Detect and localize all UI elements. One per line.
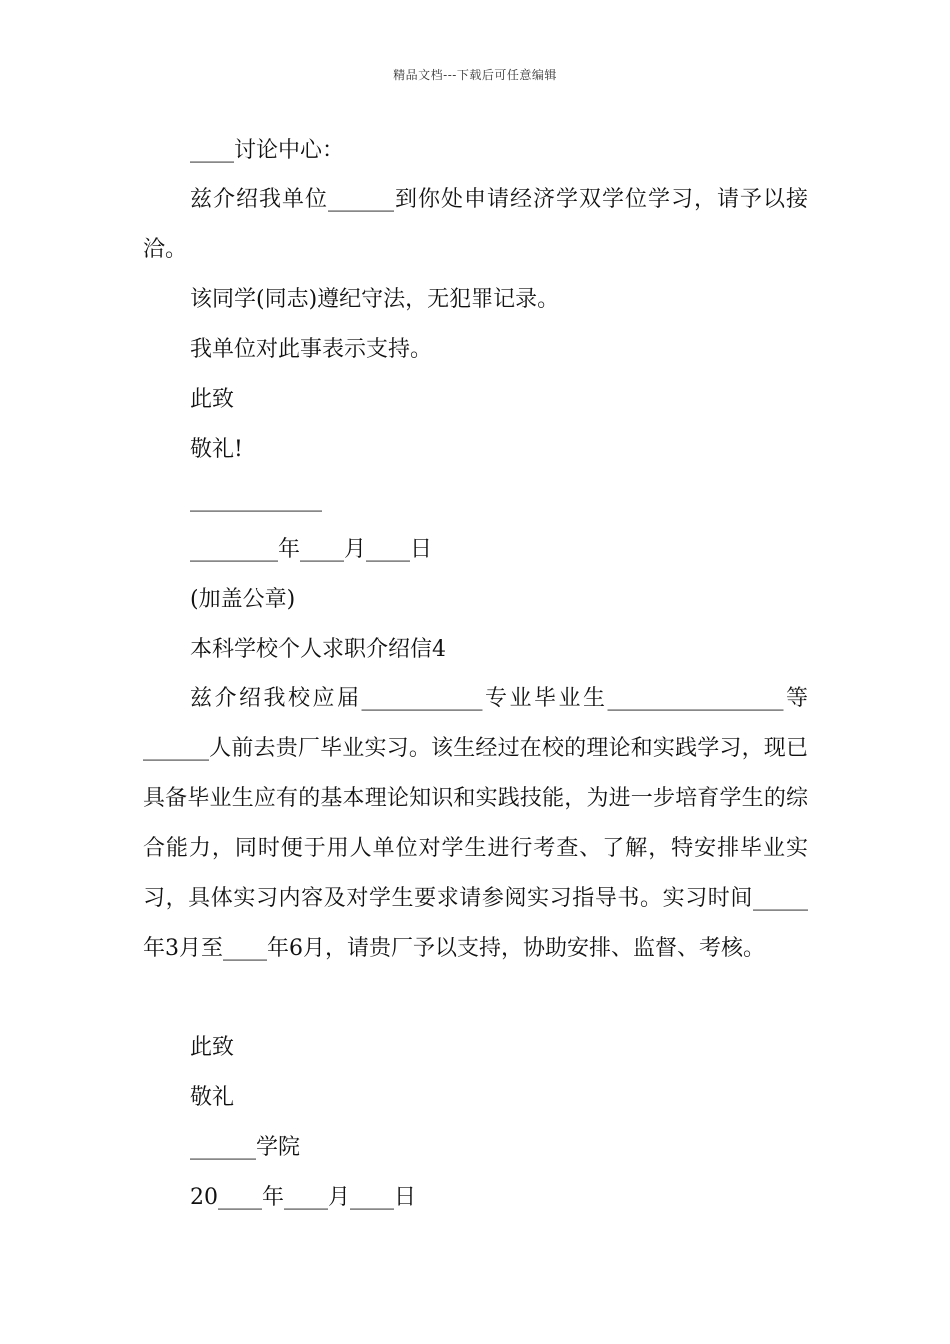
letter1-date: ________年____月____日 [190, 537, 433, 562]
school-signature: ______学院 [190, 1135, 301, 1160]
letter2-date: 20____年____月____日 [190, 1185, 416, 1210]
closing-cizhi: 此致 [190, 387, 235, 412]
signature-blank: ____________ [190, 487, 322, 512]
support-statement: 我单位对此事表示支持。 [190, 337, 433, 362]
letter2-body-paragraph: 兹介绍我校应届___________专业毕业生________________等______人前去贵厂毕业实习。该生经过在校的理论和实践学习，现已具备毕业生应有的基本理论知识和实践技能，为进一步培育学生的综合能力，同时便于用人单位对学生进行考查、了解，特安排毕业实习，具体实习内容及对学生要求请参阅实习指导书。实习时间_____年3月至____年6月，请贵厂予以支持，协助安排、监督、考核。 [143, 686, 808, 961]
letter1-body-paragraph: 兹介绍我单位______到你处申请经济学双学位学习，请予以接洽。 [143, 187, 808, 262]
section-title: 本科学校个人求职介绍信4 [190, 637, 446, 662]
conduct-statement: 该同学(同志)遵纪守法，无犯罪记录。 [190, 287, 560, 312]
closing-jingli: 敬礼! [190, 437, 243, 462]
seal-note: (加盖公章) [190, 587, 296, 612]
salutation: ____讨论中心： [190, 138, 345, 163]
page-header: 精品文档---下载后可任意编辑 [393, 68, 557, 82]
closing-jingli-2: 敬礼 [190, 1085, 235, 1110]
closing-cizhi-2: 此致 [190, 1035, 235, 1060]
